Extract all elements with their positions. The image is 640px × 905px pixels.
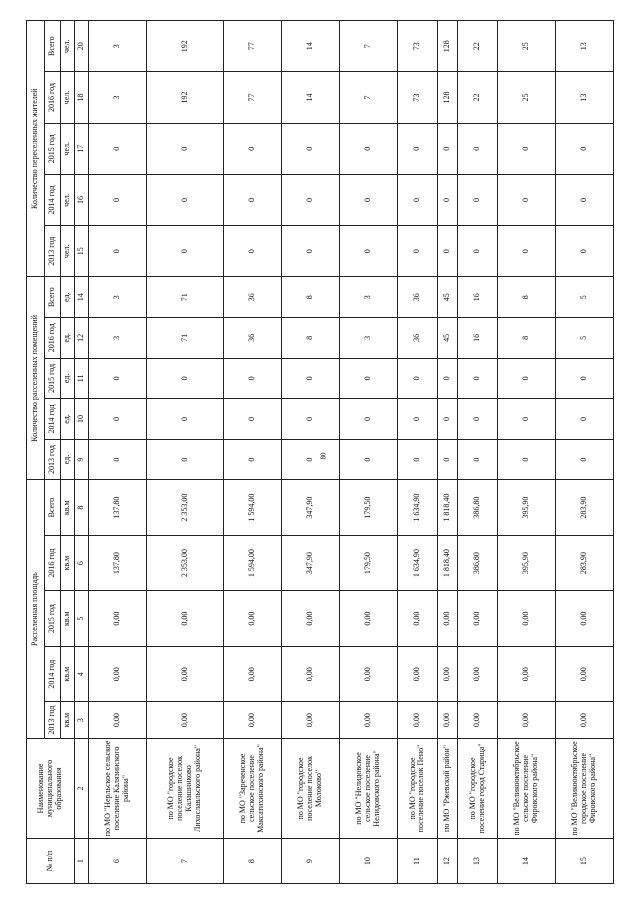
header-year: 2015 год xyxy=(45,591,61,647)
report-sheet xyxy=(26,20,614,884)
table-cell: 0 xyxy=(398,439,437,480)
unit-label: ед. xyxy=(61,439,75,480)
table-cell: 0 xyxy=(340,174,398,225)
table-cell: 347,90 xyxy=(281,480,339,536)
table-row xyxy=(497,21,555,884)
table-cell: 0 xyxy=(89,174,147,225)
table-cell: 0,00 xyxy=(398,646,437,702)
table-cell: 3 xyxy=(340,318,398,359)
table-cell: 77 xyxy=(223,72,281,123)
table-cell: 0,00 xyxy=(497,591,555,647)
column-number: 6 xyxy=(75,535,89,591)
table-cell: 0,00 xyxy=(437,646,458,702)
header-year: 2014 год xyxy=(45,646,61,702)
unit-label: чел. xyxy=(61,123,75,174)
table-cell: 0 xyxy=(497,439,555,480)
table-cell: 0 xyxy=(89,123,147,174)
unit-label: чел. xyxy=(61,72,75,123)
table-cell: 0 xyxy=(458,399,497,440)
header-year: 2014 год xyxy=(45,174,61,225)
table-body xyxy=(89,21,614,884)
table-cell: 0 xyxy=(555,174,613,225)
table-cell: 7 xyxy=(340,72,398,123)
table-cell: 137,80 xyxy=(89,480,147,536)
table-cell: 0 xyxy=(437,439,458,480)
table-cell: 71 xyxy=(147,277,224,318)
column-number: 17 xyxy=(75,123,89,174)
table-cell: 77 xyxy=(223,21,281,72)
municipality-name: по МО "Великооктябрьское сельское поселение Фировского района" xyxy=(497,738,555,838)
table-cell: 0,00 xyxy=(555,702,613,738)
table-cell: 0,00 xyxy=(223,702,281,738)
table-cell: 0,00 xyxy=(281,646,339,702)
table-cell: 36 xyxy=(398,318,437,359)
table-cell: 0,00 xyxy=(458,702,497,738)
table-cell: 0 xyxy=(340,358,398,399)
table-cell: 0 xyxy=(147,358,224,399)
column-number: 4 xyxy=(75,646,89,702)
row-number: 11 xyxy=(398,839,437,884)
table-cell: 3 xyxy=(340,277,398,318)
table-cell: 0 xyxy=(340,123,398,174)
table-cell: 2 353,00 xyxy=(147,480,224,536)
table-cell: 386,80 xyxy=(458,480,497,536)
table-cell: 0 xyxy=(340,439,398,480)
header-year: 2013 год xyxy=(45,439,61,480)
table-cell: 0 xyxy=(147,439,224,480)
table-cell: 0 xyxy=(281,174,339,225)
table-cell: 0 xyxy=(497,358,555,399)
row-number: 14 xyxy=(497,839,555,884)
table-cell: 22 xyxy=(458,72,497,123)
resettlement-table xyxy=(26,20,614,884)
header-total: Всего xyxy=(45,480,61,536)
table-cell: 8 xyxy=(497,318,555,359)
table-cell: 0,00 xyxy=(555,591,613,647)
table-cell: 7 xyxy=(340,21,398,72)
table-cell: 0,00 xyxy=(398,591,437,647)
table-cell: 0,00 xyxy=(89,591,147,647)
table-cell: 0 xyxy=(89,439,147,480)
municipality-name: по МО "Нелидовское сельское поселение Нелидовского района" xyxy=(340,738,398,838)
header-area: Расселенная площадь xyxy=(27,480,45,738)
table-cell: 22 xyxy=(458,21,497,72)
table-row xyxy=(147,21,224,884)
table-cell: 0 xyxy=(458,358,497,399)
column-number: 10 xyxy=(75,399,89,440)
table-cell: 0,00 xyxy=(437,591,458,647)
table-cell: 2 353,00 xyxy=(147,535,224,591)
table-cell: 0 xyxy=(223,439,281,480)
table-cell: 0 xyxy=(497,399,555,440)
table-cell: 1 594,00 xyxy=(223,535,281,591)
table-row xyxy=(398,21,437,884)
row-number: 10 xyxy=(340,839,398,884)
table-cell: 45 xyxy=(437,277,458,318)
table-cell: 16 xyxy=(458,277,497,318)
table-cell: 5 xyxy=(555,318,613,359)
header-year: 2015 год xyxy=(45,123,61,174)
table-cell: 0 xyxy=(458,174,497,225)
table-row xyxy=(89,21,147,884)
table-cell: 0,00 xyxy=(281,702,339,738)
header-name: Наименование муниципального образования xyxy=(27,738,75,838)
table-cell: 0 xyxy=(147,174,224,225)
table-cell: 0 xyxy=(497,123,555,174)
table-cell: 0 xyxy=(458,439,497,480)
municipality-name: по МО "Зареченское сельское поселение Максатихинского района" xyxy=(223,738,281,838)
row-number: 13 xyxy=(458,839,497,884)
column-number: 18 xyxy=(75,72,89,123)
municipality-name: по МО "городское поселение поселок Калашниково Лихославльского района" xyxy=(147,738,224,838)
column-number: 8 xyxy=(75,480,89,536)
table-cell: 0 xyxy=(223,399,281,440)
table-cell: 0,00 xyxy=(497,702,555,738)
table-cell: 1 818,40 xyxy=(437,480,458,536)
table-cell: 0 xyxy=(281,226,339,277)
table-cell: 25 xyxy=(497,72,555,123)
table-cell: 71 xyxy=(147,318,224,359)
column-number: 20 xyxy=(75,21,89,72)
row-number: 6 xyxy=(89,839,147,884)
table-cell: 3 xyxy=(89,72,147,123)
unit-label: ед. xyxy=(61,399,75,440)
table-cell: 0,00 xyxy=(458,591,497,647)
table-cell: 0 xyxy=(89,399,147,440)
unit-label: чел. xyxy=(61,226,75,277)
table-cell: 0 xyxy=(398,123,437,174)
unit-label: кв.м xyxy=(61,480,75,536)
table-cell: 0 xyxy=(223,174,281,225)
table-cell: 395,90 xyxy=(497,535,555,591)
table-cell: 0 xyxy=(281,439,339,480)
table-cell: 0 xyxy=(555,439,613,480)
table-cell: 0,00 xyxy=(89,646,147,702)
table-cell: 0 xyxy=(223,123,281,174)
table-cell: 73 xyxy=(398,21,437,72)
table-cell: 0 xyxy=(398,226,437,277)
header-total: Всего xyxy=(45,21,61,72)
table-cell: 36 xyxy=(398,277,437,318)
table-cell: 0,00 xyxy=(281,591,339,647)
header-year: 2015 год xyxy=(45,358,61,399)
header-rooms: Количество расселенных помещений xyxy=(27,277,45,480)
table-cell: 0,00 xyxy=(555,646,613,702)
column-number: 9 xyxy=(75,439,89,480)
table-cell: 0,00 xyxy=(340,591,398,647)
table-cell: 36 xyxy=(223,277,281,318)
table-cell: 0 xyxy=(458,226,497,277)
table-cell: 0 xyxy=(555,123,613,174)
table-cell: 0 xyxy=(398,358,437,399)
table-cell: 0 xyxy=(555,399,613,440)
unit-label: кв.м xyxy=(61,591,75,647)
table-cell: 14 xyxy=(281,21,339,72)
table-cell: 137,80 xyxy=(89,535,147,591)
table-cell: 0,00 xyxy=(147,591,224,647)
table-cell: 0 xyxy=(89,226,147,277)
table-cell: 0,00 xyxy=(223,646,281,702)
table-cell: 16 xyxy=(458,318,497,359)
column-number: 3 xyxy=(75,702,89,738)
header-year: 2016 год xyxy=(45,535,61,591)
unit-label: ед. xyxy=(61,358,75,399)
table-cell: 45 xyxy=(437,318,458,359)
column-number: 5 xyxy=(75,591,89,647)
municipality-name: по МО "городское поселение поселок Молоково" xyxy=(281,738,339,838)
row-number: 12 xyxy=(437,839,458,884)
municipality-name: по МО "городское поселение город Старица" xyxy=(458,738,497,838)
table-cell: 0,00 xyxy=(437,702,458,738)
table-row xyxy=(223,21,281,884)
table-cell: 8 xyxy=(497,277,555,318)
table-cell: 0 xyxy=(147,226,224,277)
table-row xyxy=(340,21,398,884)
table-cell: 0,00 xyxy=(340,702,398,738)
table-cell: 0,00 xyxy=(147,646,224,702)
column-number: 16 xyxy=(75,174,89,225)
table-cell: 0 xyxy=(437,123,458,174)
table-row xyxy=(458,21,497,884)
table-cell: 5 xyxy=(555,277,613,318)
table-cell: 395,90 xyxy=(497,480,555,536)
table-cell: 3 xyxy=(89,21,147,72)
unit-label: ед. xyxy=(61,318,75,359)
municipality-name: по МО "Ржевский район" xyxy=(437,738,458,838)
table-cell: 0,00 xyxy=(223,591,281,647)
table-cell: 0 xyxy=(281,123,339,174)
table-cell: 0 xyxy=(340,226,398,277)
table-cell: 25 xyxy=(497,21,555,72)
table-cell: 0 xyxy=(398,174,437,225)
table-cell: 8 xyxy=(281,318,339,359)
table-cell: 0 xyxy=(89,358,147,399)
table-cell: 3 xyxy=(89,318,147,359)
table-cell: 192 xyxy=(147,72,224,123)
table-cell: 0 xyxy=(437,174,458,225)
table-cell: 0 xyxy=(497,226,555,277)
table-cell: 386,80 xyxy=(458,535,497,591)
table-cell: 0 xyxy=(555,358,613,399)
table-cell: 0 xyxy=(437,399,458,440)
table-row xyxy=(555,21,613,884)
header-year: 2016 год xyxy=(45,72,61,123)
municipality-name: по МО "Великооктябрьское городское поселение Фировского района" xyxy=(555,738,613,838)
municipality-name: по МО "Нерльское сельское поселение Калязинского района" xyxy=(89,738,147,838)
row-number: 8 xyxy=(223,839,281,884)
unit-label: чел. xyxy=(61,174,75,225)
table-cell: 0 xyxy=(398,399,437,440)
unit-label: чел. xyxy=(61,21,75,72)
table-cell: 1 594,00 xyxy=(223,480,281,536)
table-cell: 0 xyxy=(555,226,613,277)
column-number: 2 xyxy=(75,738,89,838)
row-number: 15 xyxy=(555,839,613,884)
table-cell: 192 xyxy=(147,21,224,72)
unit-label: кв.м xyxy=(61,535,75,591)
table-row xyxy=(281,21,339,884)
table-cell: 179,50 xyxy=(340,535,398,591)
column-number: 15 xyxy=(75,226,89,277)
table-cell: 0 xyxy=(281,399,339,440)
table-cell: 13 xyxy=(555,21,613,72)
table-cell: 0,00 xyxy=(497,646,555,702)
table-cell: 3 xyxy=(89,277,147,318)
municipality-name: по МО "городское поселение поселок Пено" xyxy=(398,738,437,838)
header-year: 2013 год xyxy=(45,702,61,738)
table-cell: 0,00 xyxy=(340,646,398,702)
table-cell: 0 xyxy=(281,358,339,399)
table-cell: 8 xyxy=(281,277,339,318)
table-cell: 128 xyxy=(437,72,458,123)
header-year: 2014 год xyxy=(45,399,61,440)
header-residents: Количество переселенных жителей xyxy=(27,21,45,277)
table-cell: 347,90 xyxy=(281,535,339,591)
table-cell: 0 xyxy=(147,399,224,440)
table-cell: 0,00 xyxy=(89,702,147,738)
table-cell: 0 xyxy=(437,358,458,399)
table-cell: 1 634,90 xyxy=(398,480,437,536)
table-cell: 0 xyxy=(497,174,555,225)
header-no: № п/п xyxy=(27,839,75,884)
table-cell: 283,90 xyxy=(555,480,613,536)
table-cell: 0 xyxy=(458,123,497,174)
table-cell: 1 818,40 xyxy=(437,535,458,591)
column-number: 11 xyxy=(75,358,89,399)
page-number: 80 xyxy=(319,452,328,460)
table-cell: 283,90 xyxy=(555,535,613,591)
table-cell: 36 xyxy=(223,318,281,359)
table-cell: 0 xyxy=(340,399,398,440)
table-cell: 0 xyxy=(223,226,281,277)
column-number: 12 xyxy=(75,318,89,359)
unit-label: ед. xyxy=(61,277,75,318)
table-row xyxy=(437,21,458,884)
table-cell: 0 xyxy=(223,358,281,399)
unit-label: кв.м xyxy=(61,702,75,738)
table-cell: 13 xyxy=(555,72,613,123)
table-cell: 0,00 xyxy=(398,702,437,738)
table-cell: 0,00 xyxy=(147,702,224,738)
table-cell: 1 634,90 xyxy=(398,535,437,591)
unit-label: кв.м xyxy=(61,646,75,702)
header-year: 2016 год xyxy=(45,318,61,359)
header-year: 2013 год xyxy=(45,226,61,277)
row-number: 9 xyxy=(281,839,339,884)
table-cell: 128 xyxy=(437,21,458,72)
table-cell: 179,50 xyxy=(340,480,398,536)
table-cell: 73 xyxy=(398,72,437,123)
table-cell: 0 xyxy=(437,226,458,277)
row-number: 7 xyxy=(147,839,224,884)
header-total: Всего xyxy=(45,277,61,318)
table-cell: 14 xyxy=(281,72,339,123)
column-number: 1 xyxy=(75,839,89,884)
table-cell: 0 xyxy=(147,123,224,174)
column-number: 14 xyxy=(75,277,89,318)
table-cell: 0,00 xyxy=(458,646,497,702)
